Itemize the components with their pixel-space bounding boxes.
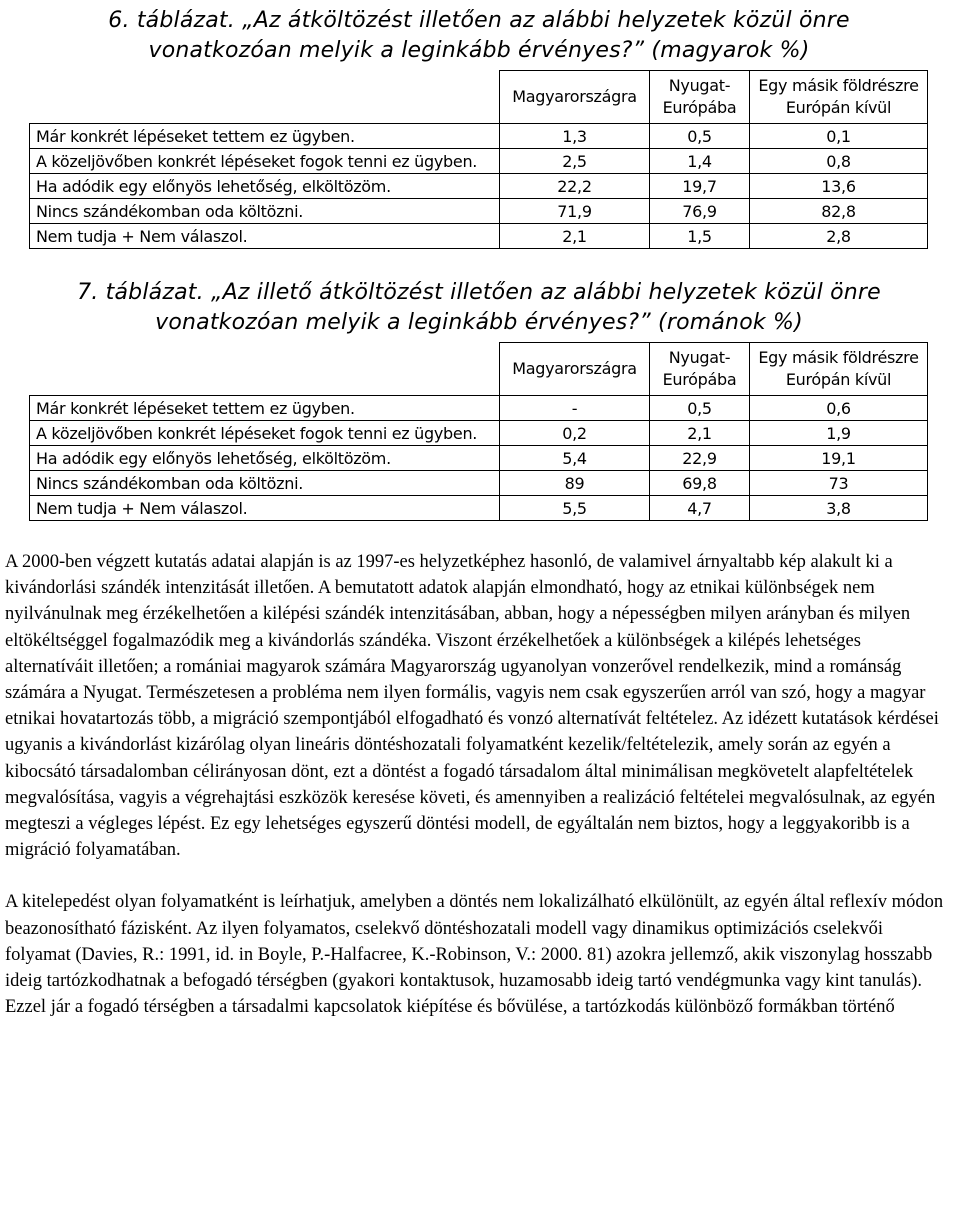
cell-value: 0,5 bbox=[650, 396, 750, 421]
table-6-header-row bbox=[30, 71, 928, 124]
table-6-header-blank bbox=[30, 71, 500, 124]
cell-value: 19,7 bbox=[650, 174, 750, 199]
table-6 bbox=[29, 70, 928, 249]
row-label: Már konkrét lépéseket tettem ez ügyben. bbox=[30, 396, 500, 421]
cell-value: 73 bbox=[750, 471, 928, 496]
cell-value: 89 bbox=[500, 471, 650, 496]
table-7-header-blank bbox=[30, 343, 500, 396]
table-row bbox=[30, 149, 928, 174]
table-row bbox=[30, 199, 928, 224]
row-label: Ha adódik egy előnyös lehetőség, elköltözöm. bbox=[30, 446, 500, 471]
row-label: Nem tudja + Nem válaszol. bbox=[30, 224, 500, 249]
table-7-header-eu: Nyugat-Európába bbox=[650, 343, 750, 396]
row-label: Ha adódik egy előnyös lehetőség, elköltözöm. bbox=[30, 174, 500, 199]
table-7-caption bbox=[0, 278, 958, 338]
table-row bbox=[30, 224, 928, 249]
table-6-header-other: Egy másik földrészre Európán kívül bbox=[750, 71, 928, 124]
table-6-header-eu: Nyugat-Európába bbox=[650, 71, 750, 124]
table-6-caption bbox=[0, 6, 958, 66]
table-7-caption-text: 7. táblázat. „Az illető átköltözést illetően az alábbi helyzetek közül önre vonatkozóan melyik a leginkább érvényes?” (románok %) bbox=[77, 280, 881, 335]
cell-value: 4,7 bbox=[650, 496, 750, 521]
cell-value: - bbox=[500, 396, 650, 421]
table-7-header-other: Egy másik földrészre Európán kívül bbox=[750, 343, 928, 396]
cell-value: 1,5 bbox=[650, 224, 750, 249]
cell-value: 3,8 bbox=[750, 496, 928, 521]
table-7-header-hu: Magyarországra bbox=[500, 343, 650, 396]
paragraph: A kitelepedést olyan folyamatként is leírhatjuk, amelyben a döntés nem lokalizálható elkülönült, az egyén által reflexív módon beazonosítható fázisként. Az ilyen folyamatos, cselekvő döntéshozatali modell vagy dinamikus optimizációs cselekvői folyamat (Davies, R.: 1991, id. in Boyle, P.-Halfacree, K.-Robinson, V.: 2000. 81) azokra jellemző, akik viszonylag hosszabb ideig tartózkodhatnak a befogadó térségben (gyakori kontaktusok, huzamosabb ideig tartó vendégmunka vagy kint tanulás). Ezzel jár a fogadó térségben a társadalmi kapcsolatok kiépítése és bővülése, a tartózkodás különböző formákban történő bbox=[5, 892, 944, 1018]
table-row bbox=[30, 124, 928, 149]
cell-value: 1,9 bbox=[750, 421, 928, 446]
table-6-caption-text: 6. táblázat. „Az átköltözést illetően az alábbi helyzetek közül önre vonatkozóan melyik a leginkább érvényes?” (magyarok %) bbox=[108, 8, 850, 63]
cell-value: 2,1 bbox=[500, 224, 650, 249]
table-7 bbox=[29, 342, 928, 521]
cell-value: 2,5 bbox=[500, 149, 650, 174]
table-6-header-hu: Magyarországra bbox=[500, 71, 650, 124]
table-row bbox=[30, 496, 928, 521]
cell-value: 82,8 bbox=[750, 199, 928, 224]
cell-value: 0,6 bbox=[750, 396, 928, 421]
table-row bbox=[30, 446, 928, 471]
row-label: Nincs szándékomban oda költözni. bbox=[30, 199, 500, 224]
table-7-header-row bbox=[30, 343, 928, 396]
cell-value: 71,9 bbox=[500, 199, 650, 224]
cell-value: 22,2 bbox=[500, 174, 650, 199]
cell-value: 0,2 bbox=[500, 421, 650, 446]
table-row bbox=[30, 174, 928, 199]
row-label: Nincs szándékomban oda költözni. bbox=[30, 471, 500, 496]
tables-figure bbox=[0, 0, 958, 525]
cell-value: 2,1 bbox=[650, 421, 750, 446]
body-text bbox=[5, 549, 953, 1020]
table-row bbox=[30, 396, 928, 421]
row-label: A közeljövőben konkrét lépéseket fogok tenni ez ügyben. bbox=[30, 149, 500, 174]
cell-value: 0,8 bbox=[750, 149, 928, 174]
cell-value: 1,4 bbox=[650, 149, 750, 174]
row-label: Nem tudja + Nem válaszol. bbox=[30, 496, 500, 521]
cell-value: 13,6 bbox=[750, 174, 928, 199]
cell-value: 0,5 bbox=[650, 124, 750, 149]
row-label: Már konkrét lépéseket tettem ez ügyben. bbox=[30, 124, 500, 149]
cell-value: 1,3 bbox=[500, 124, 650, 149]
row-label: A közeljövőben konkrét lépéseket fogok tenni ez ügyben. bbox=[30, 421, 500, 446]
cell-value: 5,5 bbox=[500, 496, 650, 521]
cell-value: 19,1 bbox=[750, 446, 928, 471]
cell-value: 2,8 bbox=[750, 224, 928, 249]
cell-value: 5,4 bbox=[500, 446, 650, 471]
cell-value: 69,8 bbox=[650, 471, 750, 496]
cell-value: 76,9 bbox=[650, 199, 750, 224]
table-row bbox=[30, 421, 928, 446]
table-row bbox=[30, 471, 928, 496]
paragraph: A 2000-ben végzett kutatás adatai alapján is az 1997-es helyzetképhez hasonló, de valamivel árnyaltabb kép alakult ki a kivándorlási szándék intenzitását illetően. A bemutatott adatok alapján elmondható, hogy az etnikai különbségek nem nyilvánulnak meg érzékelhetően a kilépési szándék intenzitásában, abban, hogy a népességben milyen arányban és milyen eltökéltséggel fogalmazódik meg a kivándorlás szándéka. Viszont érzékelhetőek a különbségek a kilépés lehetséges alternatíváit illetően; a romániai magyarok számára Magyarország ugyanolyan vonzerővel rendelkezik, mind a románság számára a Nyugat. Természetesen a probléma nem ilyen formális, vagyis nem csak egyszerűen arról van szó, hogy a magyar etnikai hovatartozás több, a migráció szempontjából elfogadható és vonzó alternatívát feltételez. Az idézett kutatások kérdései ugyanis a kivándorlást kizárólag olyan lineáris döntéshozatali folyamatként kezelik/feltételezik, amely során az egyén a kibocsátó társadalomban célirányosan dönt, ezt a döntést a fogadó társadalom által minimálisan megkövetelt alapfeltételek megvalósítása, vagyis a végrehajtási eszközök keresése követi, és amennyiben a realizáció feltételei megvalósulnak, az egyén megteszi a végleges lépést. Ez egy lehetséges egyszerű döntési modell, de egyáltalán nem biztos, hogy a leggyakoribb is a migráció folyamatában. bbox=[5, 552, 939, 861]
cell-value: 22,9 bbox=[650, 446, 750, 471]
cell-value: 0,1 bbox=[750, 124, 928, 149]
